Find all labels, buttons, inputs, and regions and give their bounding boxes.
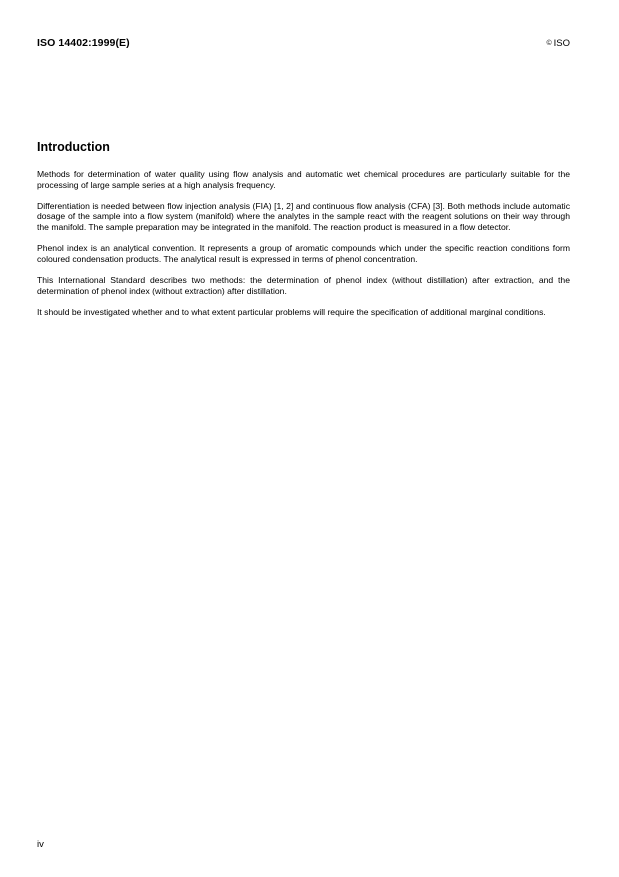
copyright-symbol: © [546, 40, 552, 47]
copyright-notice [546, 38, 570, 49]
document-identifier: ISO 14402:1999(E) [37, 37, 130, 49]
paragraph-investigation: It should be investigated whether and to what extent particular problems will require the specification of additional marginal conditions. [37, 306, 546, 317]
page-header [37, 37, 570, 53]
paragraph-fia-cfa: Differentiation is needed between flow injection analysis (FIA) [1, 2] and continuous flow analysis (CFA) [3]. Both methods include automatic dosage of the sample into a flow system (manifold) where the analytes in the sample react with the reagent solutions on their way through the manifold. The sample preparation may be integrated in the manifold. The reaction product is measured in a flow detector. [37, 200, 570, 232]
introduction-section [37, 139, 570, 328]
paragraph-phenol-index: Phenol index is an analytical convention. It represents a group of aromatic compounds which under the specific reaction conditions form coloured condensation products. The analytical result is expressed in terms of phenol concentration. [37, 243, 570, 264]
page-number: iv [37, 839, 44, 850]
paragraph-methods: This International Standard describes two methods: the determination of phenol index (without distillation) after extraction, and the determination of phenol index (without extraction) after distillation. [37, 274, 570, 296]
section-title: Introduction [37, 140, 110, 154]
copyright-org: ISO [553, 38, 570, 49]
paragraph-flow-analysis: Methods for determination of water quality using flow analysis and automatic wet chemical procedures are particularly suitable for the processing of large sample series at a high analysis frequency. [37, 169, 570, 190]
